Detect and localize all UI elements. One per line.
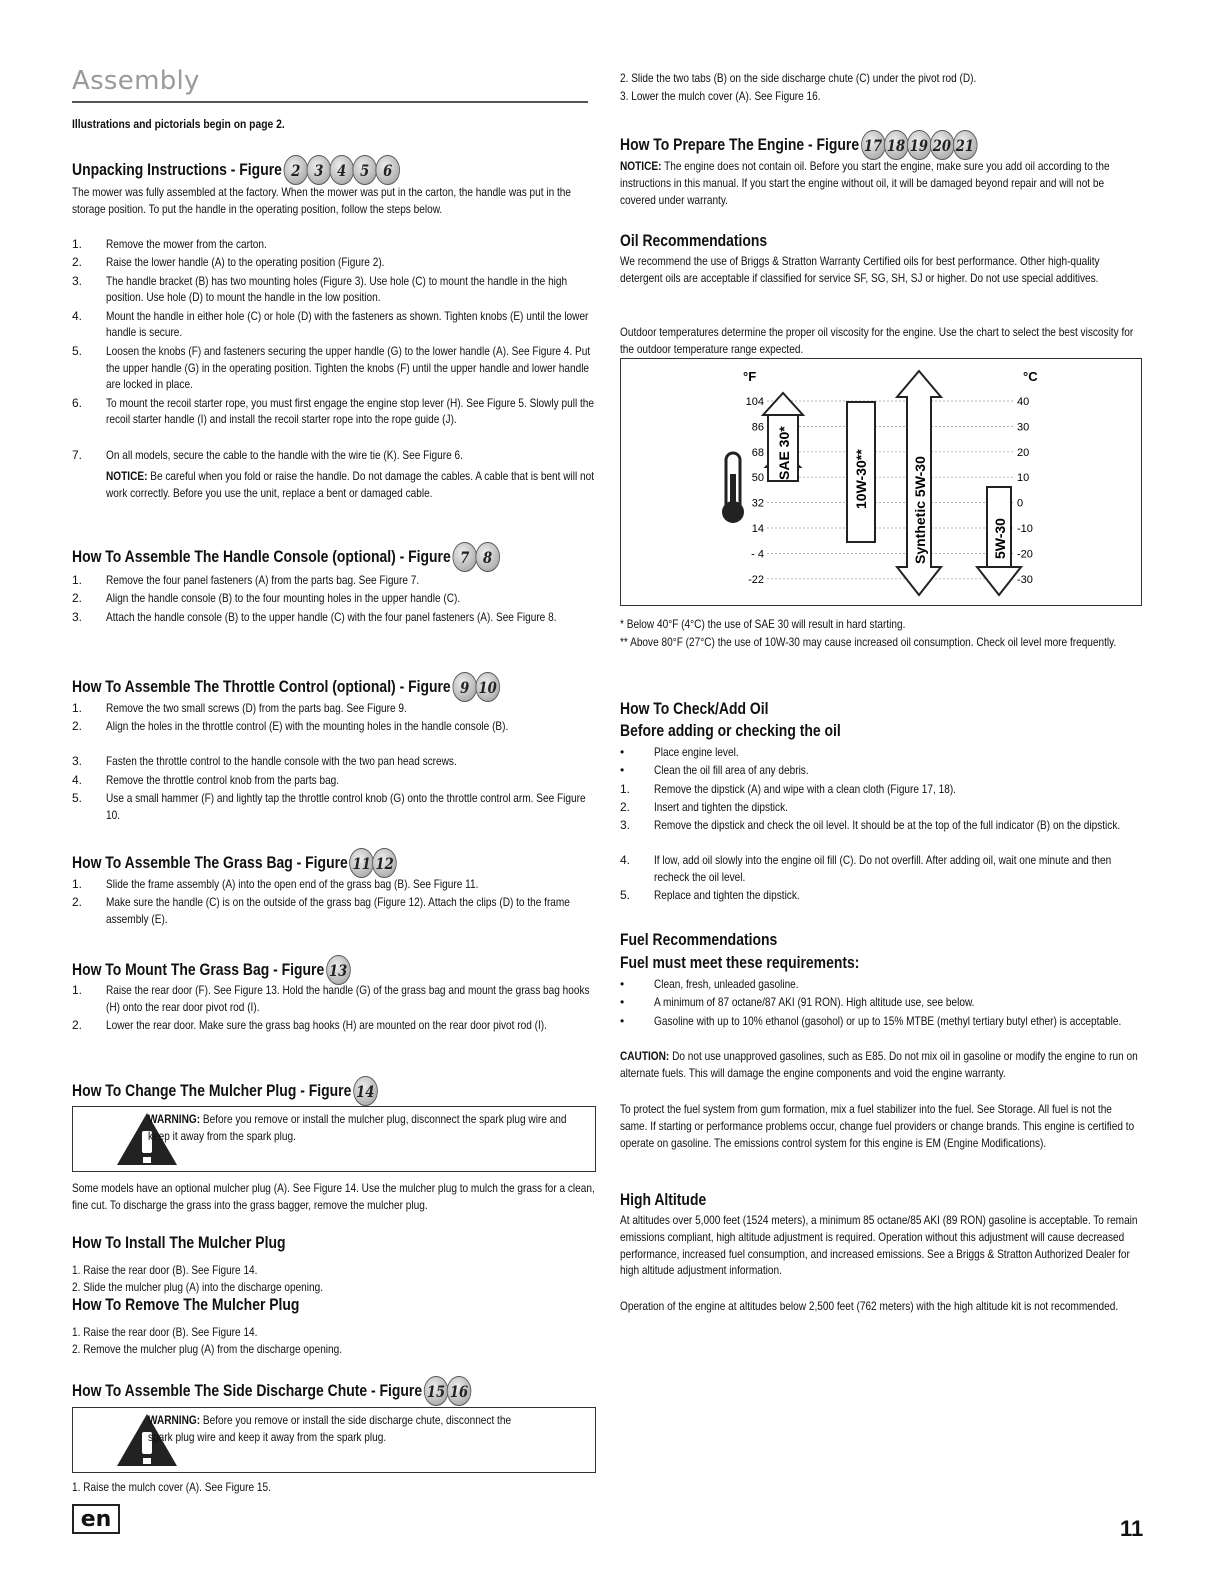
- unpacking-heading-text: Unpacking Instructions - Figure: [72, 160, 282, 179]
- notice-text: The engine does not contain oil. Before you start the engine, make sure you add oil according to the instructions in this manual. If you start the engine without oil, it will be damaged beyond repair and will not be covered under warranty.: [620, 159, 1110, 207]
- figure-ref-icon: 3: [306, 155, 331, 185]
- language-badge: en: [72, 1504, 120, 1534]
- figure-refs: [351, 848, 397, 878]
- oil-p1: We recommend the use of Briggs & Stratton Warranty Certified oils for best performance. Other high-quality detergent oils are acceptable if classified for service SF, SG, SH, SJ or higher. Do not use special additives.: [620, 254, 1100, 285]
- unpacking-heading: [72, 155, 400, 185]
- chute-heading: [72, 1376, 471, 1406]
- altitude-heading: High Altitude: [620, 1190, 707, 1209]
- figure-ref-icon: 16: [447, 1376, 472, 1406]
- install-plug-step-1: 1. Raise the rear door (B). See Figure 14.: [72, 1263, 258, 1277]
- page-title: Assembly: [72, 66, 200, 96]
- altitude-p2: Operation of the engine at altitudes below 2,500 feet (762 meters) with the high altitude kit is not recommended.: [620, 1299, 1119, 1313]
- page-number: 11: [1120, 1516, 1144, 1541]
- unpacking-intro: The mower was fully assembled at the factory. When the mower was put in the carton, the handle was put in the storage position. To put the handle in the operating position, follow the steps below.: [72, 185, 572, 216]
- check-heading: How To Check/Add Oil: [620, 699, 769, 718]
- figure-refs: [425, 1376, 471, 1406]
- oil-label-sae30: SAE 30*: [776, 426, 792, 480]
- figure-ref-icon: 18: [884, 130, 909, 160]
- figure-ref-icon: 8: [475, 542, 500, 572]
- console-heading-text: How To Assemble The Handle Console (optional) - Figure: [72, 547, 451, 566]
- grassbag-heading: [72, 848, 397, 878]
- prepare-heading: [620, 130, 977, 160]
- chute-warning-box: [72, 1407, 596, 1473]
- remove-plug-step-2: 2. Remove the mulcher plug (A) from the discharge opening.: [72, 1342, 343, 1356]
- thermometer-icon: [722, 453, 744, 523]
- oil-label-5w30: 5W-30: [992, 518, 1008, 559]
- figure-ref-icon: 4: [329, 155, 354, 185]
- install-plug-heading: How To Install The Mulcher Plug: [72, 1233, 286, 1252]
- caution-label: CAUTION:: [620, 1049, 670, 1063]
- c-ticks: [1017, 396, 1033, 586]
- oil-viscosity-chart: [620, 358, 1142, 606]
- warning-text: Before you remove or install the side discharge chute, disconnect the spark plug wire and keep it away from the spark plug.: [148, 1413, 512, 1444]
- notice-label: NOTICE:: [106, 469, 148, 483]
- f-tick-label: 14: [751, 523, 764, 535]
- figure-refs: [327, 955, 350, 985]
- caution-text: Do not use unapproved gasolines, such as E85. Do not mix oil in gasoline or modify the engine to run on alternate fuels. This will damage the engine components and void the engine warranty.: [620, 1049, 1138, 1080]
- warning-label: WARNING:: [148, 1112, 201, 1126]
- install-plug-step-2: 2. Slide the mulcher plug (A) into the discharge opening.: [72, 1280, 324, 1294]
- f-tick-label: 86: [751, 421, 764, 434]
- unpacking-notice: [106, 468, 596, 502]
- check-subheading: Before adding or checking the oil: [620, 721, 841, 740]
- c-tick-label: -10: [1017, 523, 1033, 535]
- figure-ref-icon: 15: [424, 1376, 449, 1406]
- f-tick-label: -22: [748, 573, 764, 586]
- figure-refs: [285, 155, 400, 185]
- oil-note-2: ** Above 80°F (27°C) the use of 10W-30 may cause increased oil consumption. Check oil level more frequently.: [620, 635, 1117, 649]
- figure-ref-icon: 13: [326, 955, 351, 985]
- chute-step-1: 1. Raise the mulch cover (A). See Figure 15.: [72, 1480, 271, 1494]
- warning-label: WARNING:: [148, 1413, 201, 1427]
- fuel-caution: [620, 1048, 1142, 1082]
- c-tick-label: -30: [1017, 573, 1033, 586]
- mulcher-heading-text: How To Change The Mulcher Plug - Figure: [72, 1081, 352, 1100]
- figure-ref-icon: 9: [452, 672, 477, 702]
- figure-ref-icon: 2: [284, 155, 309, 185]
- c-tick-label: 40: [1017, 396, 1030, 408]
- figure-refs: [862, 130, 977, 160]
- figure-ref-icon: 6: [375, 155, 400, 185]
- figure-ref-icon: 12: [372, 848, 397, 878]
- figure-refs: [355, 1076, 378, 1106]
- 10w30-bar: [847, 402, 875, 542]
- prepare-heading-text: How To Prepare The Engine - Figure: [620, 135, 860, 154]
- fuel-heading: Fuel Recommendations: [620, 930, 778, 949]
- c-tick-label: 20: [1017, 446, 1030, 459]
- mulcher-heading: [72, 1076, 378, 1106]
- prepare-notice: [620, 158, 1142, 208]
- grassbag-heading-text: How To Assemble The Grass Bag - Figure: [72, 853, 348, 872]
- throttle-heading: [72, 672, 500, 702]
- mulcher-warning-box: [72, 1106, 596, 1172]
- figure-refs: [454, 542, 500, 572]
- oil-label-synthetic: Synthetic 5W-30: [912, 456, 928, 564]
- f-tick-label: 68: [751, 446, 764, 459]
- figure-ref-icon: 21: [953, 130, 978, 160]
- warning-text: Before you remove or install the mulcher plug, disconnect the spark plug wire and keep it away from the spark plug.: [148, 1112, 567, 1143]
- f-tick-label: - 4: [751, 548, 764, 561]
- unit-f: °F: [743, 369, 757, 384]
- notice-text: Be careful when you fold or raise the handle. Do not damage the cables. A cable that is bent will not work correctly. Before you use the unit, replace a bent or damaged cable.: [106, 469, 595, 500]
- figure-ref-icon: 17: [861, 130, 886, 160]
- mountbag-heading-text: How To Mount The Grass Bag - Figure: [72, 960, 325, 979]
- f-tick-label: 104: [745, 396, 764, 408]
- notice-label: NOTICE:: [620, 159, 662, 173]
- oil-p2: Outdoor temperatures determine the proper oil viscosity for the engine. Use the chart to select the best viscosity for the outdoor temperature range expected.: [620, 325, 1134, 356]
- mulcher-body: Some models have an optional mulcher plug (A). See Figure 14. Use the mulcher plug to mulch the grass for a clean, fine cut. To discharge the grass into the grass bagger, remove the mulcher plug.: [72, 1181, 595, 1212]
- figure-ref-icon: 20: [930, 130, 955, 160]
- figure-ref-icon: 5: [352, 155, 377, 185]
- c-tick-label: 10: [1017, 472, 1030, 485]
- c-tick-label: 0: [1017, 497, 1024, 510]
- figure-ref-icon: 19: [907, 130, 932, 160]
- figure-ref-icon: 10: [475, 672, 500, 702]
- figure-ref-icon: 11: [349, 848, 374, 878]
- fuel-paragraph: To protect the fuel system from gum formation, mix a fuel stabilizer into the fuel. See Storage. All fuel is not the same. If starting or performance problems occur, change fuel providers or change brands. This engine is certified to operate on gasoline. The emissions control system for this engine is EM (Engine Modifications).: [620, 1102, 1135, 1150]
- subtitle: Illustrations and pictorials begin on page 2.: [72, 117, 285, 131]
- sae30-arrow: [763, 393, 803, 481]
- altitude-p1: At altitudes over 5,000 feet (1524 meters), a minimum 85 octane/85 AKI (89 RON) gasoline is acceptable. To remain emissions compliant, high altitude adjustment is required. Operation without this adjustment will cause decreased performance, increased fuel consumption, and increased emissions. See a Briggs & Stratton Authorized Dealer for high altitude adjustment information.: [620, 1213, 1138, 1278]
- figure-refs: [454, 672, 500, 702]
- c-tick-label: 30: [1017, 421, 1030, 434]
- throttle-heading-text: How To Assemble The Throttle Control (optional) - Figure: [72, 677, 451, 696]
- fuel-subheading: Fuel must meet these requirements:: [620, 953, 860, 972]
- f-tick-label: 32: [751, 497, 764, 510]
- figure-ref-icon: 14: [353, 1076, 378, 1106]
- f-tick-label: 50: [751, 472, 764, 485]
- chute-heading-text: How To Assemble The Side Discharge Chute - Figure: [72, 1381, 423, 1400]
- synthetic-5w30-arrow: [897, 371, 941, 595]
- chute-step-3: 3. Lower the mulch cover (A). See Figure 16.: [620, 89, 821, 103]
- figure-ref-icon: 7: [452, 542, 477, 572]
- oil-heading: Oil Recommendations: [620, 231, 768, 250]
- title-rule: [72, 101, 588, 103]
- mountbag-heading: [72, 955, 350, 985]
- oil-note-1: * Below 40°F (4°C) the use of SAE 30 will result in hard starting.: [620, 617, 906, 631]
- c-tick-label: -20: [1017, 548, 1033, 561]
- console-heading: [72, 542, 500, 572]
- remove-plug-heading: How To Remove The Mulcher Plug: [72, 1295, 300, 1314]
- unit-c: °C: [1023, 369, 1038, 384]
- viscosity-chart-svg: [621, 359, 1140, 604]
- oil-label-10w30: 10W-30**: [853, 449, 869, 509]
- chute-step-2: 2. Slide the two tabs (B) on the side discharge chute (C) under the pivot rod (D).: [620, 71, 977, 85]
- remove-plug-step-1: 1. Raise the rear door (B). See Figure 14.: [72, 1325, 258, 1339]
